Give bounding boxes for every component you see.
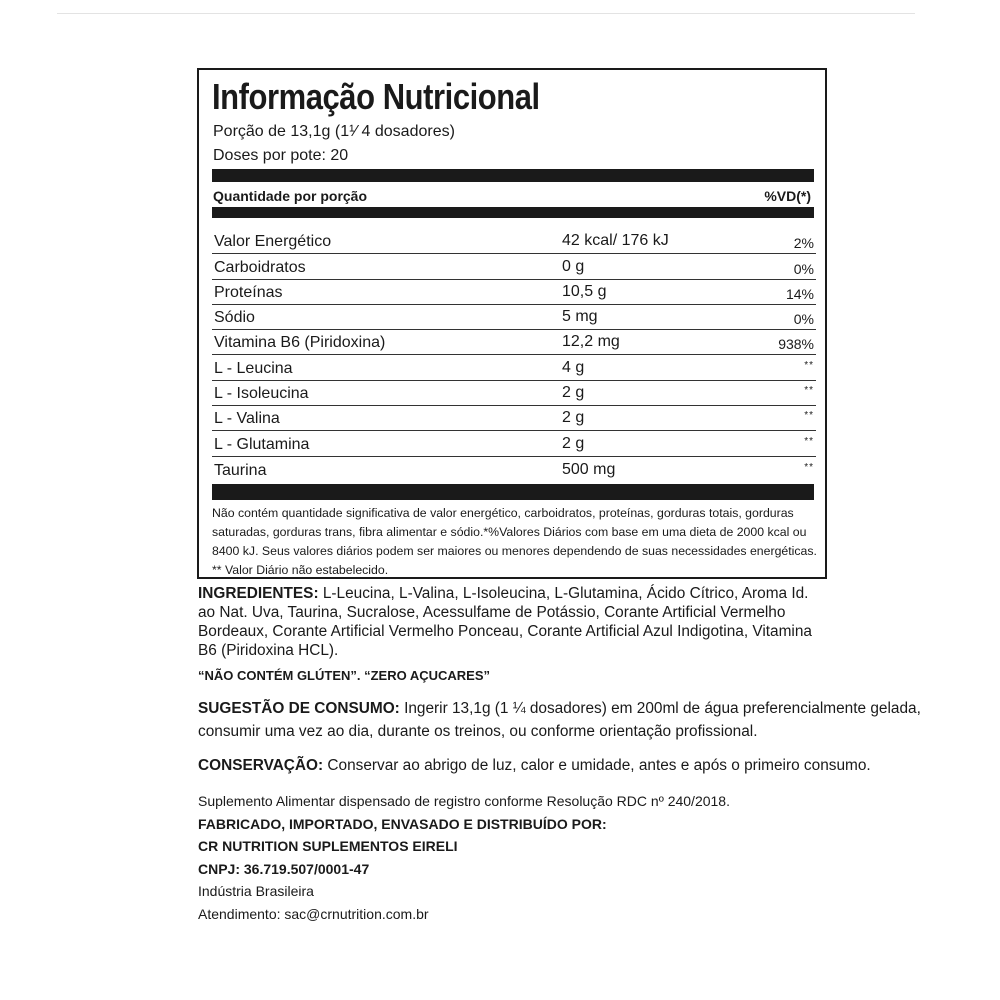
ingredients-text: B6 (Piridoxina HCL). (198, 642, 339, 659)
suggestion-text: consumir uma vez ao dia, durante os treinos, ou conforme orientação profissional. (198, 723, 758, 740)
company-name: CR NUTRITION SUPLEMENTOS EIRELI (198, 838, 458, 855)
footnote-line: saturadas, gorduras trans, fibra alimentar e sódio.*%Valores Diários com base em uma dieta de 2000 kcal ou (212, 525, 807, 539)
header-quantity-label: Quantidade por porção (213, 188, 368, 204)
nutrient-quantity: 2 g (562, 384, 585, 402)
portion-text: Porção de 13,1g (1¹⁄ 4 dosadores) (213, 123, 455, 140)
footnote-line: 8400 kJ. Seus valores diários podem ser maiores ou menores dependendo de suas necessidades energéticas. (212, 544, 817, 558)
nutrient-vd: 938% (778, 336, 814, 353)
nutrient-name: Taurina (214, 461, 267, 479)
table-row (212, 431, 816, 456)
nutrient-name: L - Glutamina (214, 435, 310, 453)
table-row (212, 280, 816, 305)
nutrient-quantity: 5 mg (562, 308, 598, 326)
nutrient-quantity: 10,5 g (562, 282, 607, 300)
gluten-notice: “NÃO CONTÉM GLÚTEN”. “ZERO AÇUCARES” (198, 668, 491, 683)
table-row (212, 254, 816, 279)
nutrient-vd: ** (804, 461, 814, 473)
header-vd-label: %VD(*) (764, 188, 811, 204)
table-row (212, 355, 816, 380)
header-bar-top (212, 169, 814, 182)
ingredients-text: Bordeaux, Corante Artificial Vermelho Ponceau, Corante Artificial Azul Indigotina, Vitamina (198, 623, 812, 640)
nutrient-name: Vitamina B6 (Piridoxina) (214, 334, 386, 352)
suggestion-label: SUGESTÃO DE CONSUMO: (198, 700, 400, 717)
panel-title: Informação Nutricional (212, 76, 540, 117)
service-contact: Atendimento: sac@crnutrition.com.br (198, 905, 429, 922)
nutrient-quantity: 12,2 mg (562, 333, 620, 351)
conservation-block (198, 757, 871, 775)
table-row (212, 406, 816, 431)
manufacturer-heading: FABRICADO, IMPORTADO, ENVASADO E DISTRIBUÍDO POR: (198, 815, 607, 832)
registry-text: Suplemento Alimentar dispensado de registro conforme Resolução RDC nº 240/2018. (198, 793, 730, 809)
suggestion-block (198, 697, 921, 743)
nutrient-name: Carboidratos (214, 258, 306, 276)
doses-text: Doses por pote: 20 (213, 147, 349, 164)
nutrient-vd: 2% (793, 235, 814, 252)
table-footer-bar (212, 484, 814, 500)
nutrient-vd: ** (804, 435, 814, 447)
table-row (212, 229, 816, 254)
ingredients-text: ao Nat. Uva, Taurina, Sucralose, Acessulfame de Potássio, Corante Artificial Vermelho (198, 604, 786, 621)
conservation-label: CONSERVAÇÃO: (198, 757, 324, 774)
nutrient-vd: 14% (785, 285, 814, 302)
nutrient-quantity: 500 mg (562, 460, 616, 478)
nutrient-vd: ** (804, 410, 814, 422)
footnote (212, 504, 816, 580)
nutrient-quantity: 2 g (562, 409, 585, 427)
nutrient-quantity: 42 kcal/ 176 kJ (562, 232, 669, 250)
table-row (212, 305, 816, 330)
nutrient-name: Proteínas (214, 283, 283, 301)
cnpj-text: CNPJ: 36.719.507/0001-47 (198, 860, 370, 877)
nutrition-table (212, 229, 816, 482)
footnote-line: Não contém quantidade significativa de valor energético, carboidratos, proteínas, gorduras totais, gorduras (212, 506, 794, 520)
manufacturer-info (198, 790, 730, 926)
nutrient-quantity: 2 g (562, 434, 585, 452)
top-divider (57, 13, 915, 14)
nutrient-name: L - Isoleucina (214, 385, 309, 403)
ingredients-label: INGREDIENTES: (198, 585, 319, 602)
nutrient-quantity: 4 g (562, 358, 585, 376)
nutrient-name: Valor Energético (214, 233, 332, 251)
nutrient-vd: ** (804, 359, 814, 371)
table-row (212, 457, 816, 482)
nutrient-vd: 0% (793, 260, 814, 277)
industry-text: Indústria Brasileira (198, 883, 314, 900)
nutrient-name: L - Leucina (214, 359, 293, 377)
nutrient-vd: ** (804, 385, 814, 397)
table-row (212, 330, 816, 355)
header-bar-bottom (212, 207, 814, 218)
nutrient-name: L - Valina (214, 410, 280, 428)
table-row (212, 381, 816, 406)
nutrient-vd: 0% (793, 311, 814, 328)
ingredients-block (198, 584, 828, 660)
nutrition-facts-panel (197, 68, 827, 579)
suggestion-text: Ingerir 13,1g (1 ¼ dosadores) em 200ml de água preferencialmente gelada, (399, 700, 921, 717)
conservation-text: Conservar ao abrigo de luz, calor e umidade, antes e após o primeiro consumo. (323, 757, 871, 774)
ingredients-text: L-Leucina, L-Valina, L-Isoleucina, L-Glutamina, Ácido Cítrico, Aroma Id. (318, 585, 809, 602)
nutrient-quantity: 0 g (562, 257, 585, 275)
footnote-line: ** Valor Diário não estabelecido. (212, 563, 389, 577)
nutrient-name: Sódio (214, 309, 255, 327)
